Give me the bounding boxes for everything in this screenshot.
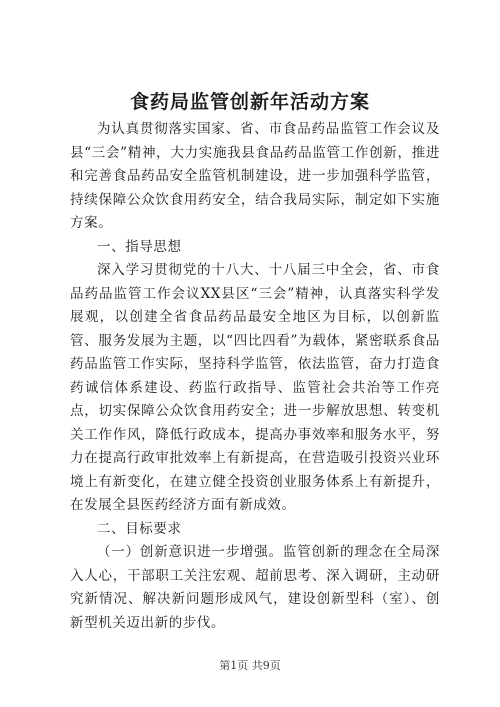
guiding-ideology-paragraph: 深入学习贯彻党的十八大、十八届三中全会，省、市食品药品监管工作会议XX县区“三会”精神，认真落实科学发展观，以创建全省食品药品最安全地区为目标，以创新监管、服务发展为主题，以“四比四看”为载体，紧密联系食品药品监管工作实际，坚持科学监管，依法监管，奋力打造食药诚信体系建设、药监行政指导、监管社会共治等工作亮点，切实保障公众饮食用药安全；进一步解放思想、转变机关工作作风，降低行政成本，提高办事效率和服务水平，努力在提高行政审批效率上有新提高，在营造吸引投资兴业环境上有新变化，在建立健全投资创业服务体系上有新提升，在发展全县医药经济方面有新成效。 bbox=[70, 262, 440, 513]
document-title: 食药局监管创新年活动方案 bbox=[129, 91, 370, 113]
goals-item-1-paragraph: （一）创新意识进一步增强。监管创新的理念在全局深入人心，干部职工关注宏观、超前思考、深入调研，主动研究新情况、解决新问题形成风气，建设创新型科（室）、创新型机关迈出新的步伐。 bbox=[70, 544, 440, 631]
section-heading-goals: 二、目标要求 bbox=[97, 520, 182, 537]
document-body bbox=[70, 118, 440, 635]
page-footer: 第1页 共9页 bbox=[219, 659, 281, 672]
intro-paragraph: 为认真贯彻落实国家、省、市食品药品监管工作会议及县“三会”精神，大力实施我县食品药品监管工作创新，推进和完善食品药品安全监管机制建设，进一步加强科学监管，持续保障公众饮食用药安全，结合我局实际，制定如下实施方案。 bbox=[70, 121, 440, 231]
section-heading-guiding-ideology: 一、指导思想 bbox=[97, 238, 182, 255]
